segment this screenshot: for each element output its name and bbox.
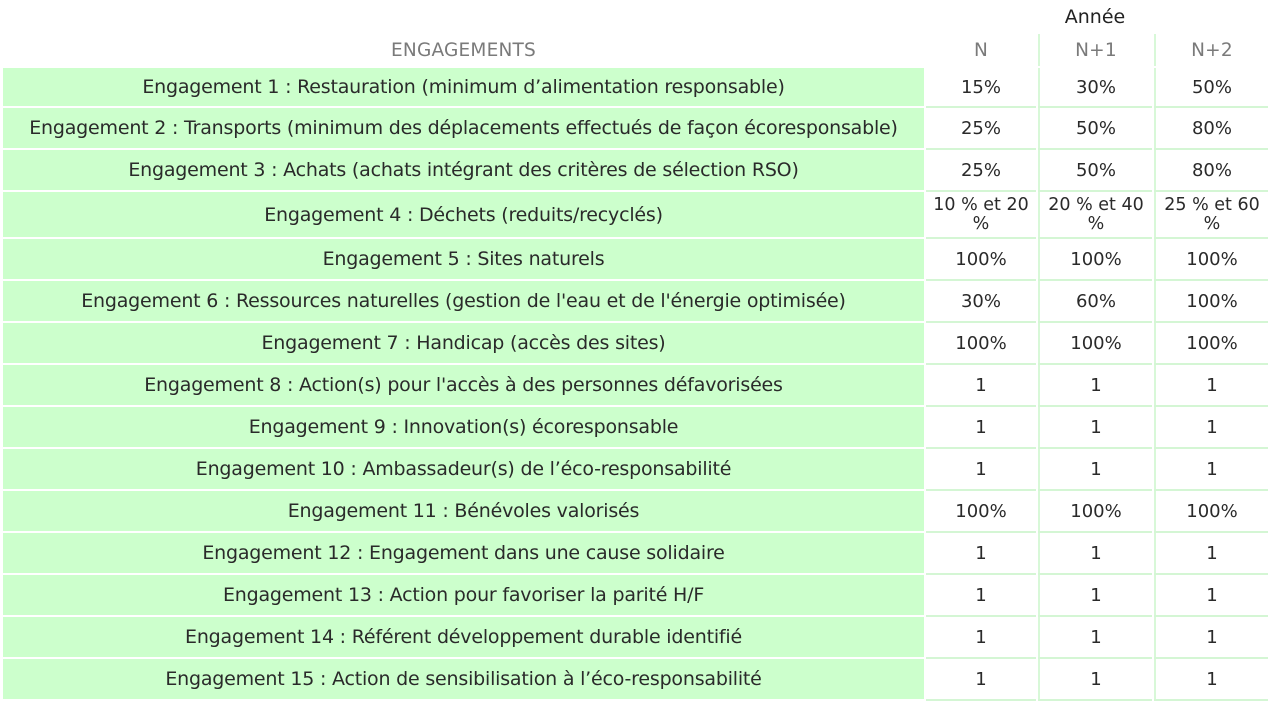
- year-group-title: Année: [1064, 6, 1126, 28]
- engagement-label: Engagement 5 : Sites naturels: [3, 239, 924, 279]
- value-n2: 1: [1154, 659, 1268, 699]
- value-n2: 100%: [1154, 281, 1268, 321]
- value-n: 1: [926, 617, 1036, 657]
- table-row: [3, 108, 1268, 148]
- engagement-label: Engagement 1 : Restauration (minimum d’alimentation responsable): [3, 68, 924, 106]
- column-header-n: N: [926, 34, 1036, 66]
- engagement-label: Engagement 15 : Action de sensibilisation à l’éco-responsabilité: [3, 659, 924, 699]
- value-n1: 1: [1038, 533, 1152, 573]
- value-n2: 100%: [1154, 323, 1268, 363]
- value-n: 15%: [926, 68, 1036, 106]
- table-row: [3, 281, 1268, 321]
- value-n: 100%: [926, 323, 1036, 363]
- engagement-label: Engagement 13 : Action pour favoriser la parité H/F: [3, 575, 924, 615]
- value-n1: 1: [1038, 617, 1152, 657]
- table-row: [3, 239, 1268, 279]
- column-header-engagements: ENGAGEMENTS: [3, 34, 924, 66]
- header-row: [3, 34, 1268, 66]
- value-n2: 50%: [1154, 68, 1268, 106]
- engagement-label: Engagement 12 : Engagement dans une cause solidaire: [3, 533, 924, 573]
- table-row: [3, 192, 1268, 237]
- value-n: 1: [926, 407, 1036, 447]
- value-n: 1: [926, 659, 1036, 699]
- value-n: 30%: [926, 281, 1036, 321]
- value-n1: 60%: [1038, 281, 1152, 321]
- value-n2: 1: [1154, 533, 1268, 573]
- value-n2: 80%: [1154, 150, 1268, 190]
- engagement-label: Engagement 8 : Action(s) pour l'accès à des personnes défavorisées: [3, 365, 924, 405]
- value-n2: 80%: [1154, 108, 1268, 148]
- table-row: [3, 323, 1268, 363]
- value-n: 100%: [926, 239, 1036, 279]
- value-n1: 50%: [1038, 150, 1152, 190]
- value-n: 1: [926, 365, 1036, 405]
- value-n1: 1: [1038, 659, 1152, 699]
- value-n: 1: [926, 575, 1036, 615]
- engagement-label: Engagement 3 : Achats (achats intégrant des critères de sélection RSO): [3, 150, 924, 190]
- value-n2: 25 % et 60 %: [1154, 192, 1268, 237]
- column-header-n2: N+2: [1154, 34, 1268, 66]
- value-n1: 100%: [1038, 323, 1152, 363]
- engagement-label: Engagement 9 : Innovation(s) écoresponsable: [3, 407, 924, 447]
- table-row: [3, 68, 1268, 106]
- value-n1: 50%: [1038, 108, 1152, 148]
- table-row: [3, 491, 1268, 531]
- table-row: [3, 575, 1268, 615]
- value-n2: 1: [1154, 617, 1268, 657]
- engagement-label: Engagement 14 : Référent développement durable identifié: [3, 617, 924, 657]
- value-n1: 1: [1038, 449, 1152, 489]
- engagement-label: Engagement 7 : Handicap (accès des sites): [3, 323, 924, 363]
- value-n2: 1: [1154, 449, 1268, 489]
- table-row: [3, 365, 1268, 405]
- table-row: [3, 407, 1268, 447]
- engagement-label: Engagement 4 : Déchets (reduits/recyclés): [3, 192, 924, 237]
- column-header-n1: N+1: [1038, 34, 1152, 66]
- value-n: 25%: [926, 150, 1036, 190]
- value-n1: 30%: [1038, 68, 1152, 106]
- value-n2: 1: [1154, 407, 1268, 447]
- value-n1: 1: [1038, 365, 1152, 405]
- value-n: 100%: [926, 491, 1036, 531]
- value-n1: 1: [1038, 575, 1152, 615]
- value-n2: 100%: [1154, 491, 1268, 531]
- value-n: 25%: [926, 108, 1036, 148]
- value-n2: 100%: [1154, 239, 1268, 279]
- table-row: [3, 150, 1268, 190]
- value-n1: 20 % et 40 %: [1038, 192, 1152, 237]
- table-row: [3, 617, 1268, 657]
- value-n2: 1: [1154, 365, 1268, 405]
- engagements-table: [1, 32, 1270, 701]
- engagement-label: Engagement 10 : Ambassadeur(s) de l’éco-responsabilité: [3, 449, 924, 489]
- engagement-label: Engagement 6 : Ressources naturelles (gestion de l'eau et de l'énergie optimisée): [3, 281, 924, 321]
- engagement-label: Engagement 2 : Transports (minimum des déplacements effectués de façon écoresponsable): [3, 108, 924, 148]
- value-n2: 1: [1154, 575, 1268, 615]
- value-n: 10 % et 20 %: [926, 192, 1036, 237]
- value-n1: 1: [1038, 407, 1152, 447]
- value-n: 1: [926, 449, 1036, 489]
- engagement-label: Engagement 11 : Bénévoles valorisés: [3, 491, 924, 531]
- value-n1: 100%: [1038, 239, 1152, 279]
- table-row: [3, 533, 1268, 573]
- value-n1: 100%: [1038, 491, 1152, 531]
- table-row: [3, 659, 1268, 699]
- value-n: 1: [926, 533, 1036, 573]
- table-row: [3, 449, 1268, 489]
